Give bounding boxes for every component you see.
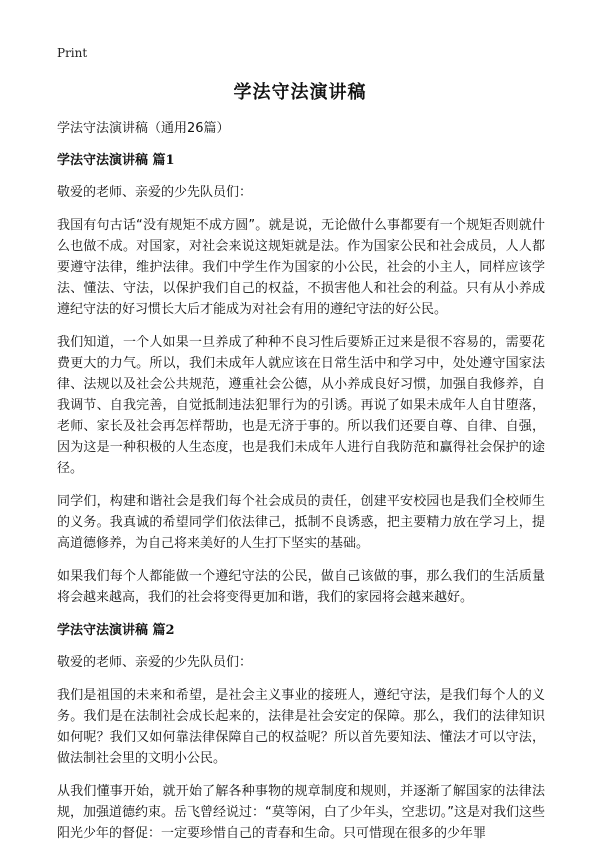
section-heading bbox=[57, 150, 545, 172]
paragraph: 从我们懂事开始，就开始了解各种事物的规章制度和规则，并逐渐了解国家的法律法规，加强道德约束。岳飞曾经说过：“莫等闲，白了少年头，空悲切。”这是对我们这些阳光少年的督促：一定要珍惜自己的青春和生命。只可惜现在很多的少年罪 bbox=[57, 784, 545, 841]
section-heading-text: 学法守法演讲稿 篇 bbox=[57, 623, 166, 638]
salutation: 敬爱的老师、亲爱的少先队员们： bbox=[57, 655, 253, 670]
paragraph: 我国有句古话“没有规矩不成方圆”。就是说，无论做什么事都要有一个规矩否则就什么也做不成。对国家，对社会来说这规矩就是法。作为国家公民和社会成员，人人都要遵守法律，维护法律。我们中学生作为国家的小公民，社会的小主人，同样应该学法、懂法、守法，以保护我们自己的权益，不损害他人和社会的利益。只有从小养成遵纪守法的好习惯长大后才能成为对社会有用的遵纪守法的好公民。 bbox=[57, 218, 545, 317]
section-2 bbox=[57, 620, 545, 844]
section-heading bbox=[57, 620, 545, 642]
paragraph: 我们是祖国的未来和希望，是社会主义事业的接班人，遵纪守法，是我们每个人的义务。我们是在法制社会成长起来的，法律是社会安定的保障。那么，我们的法律知识如何呢？我们又如何靠法律保障自己的权益呢？所以首先要知法、懂法才可以守法，做法制社会里的文明小公民。 bbox=[57, 688, 545, 766]
paragraph: 同学们，构建和谐社会是我们每个社会成员的责任，创建平安校园也是我们全校师生的义务。我真诚的希望同学们依法律己，抵制不良诱惑，把主要精力放在学习上，提高道德修养，为自己将来美好的人生打下坚实的基础。 bbox=[57, 494, 545, 551]
paragraph: 我们知道，一个人如果一旦养成了种种不良习性后要矫正过来是很不容易的，需要花费更大的力气。所以，我们未成年人就应该在日常生活中和学习中，处处遵守国家法律、法规以及社会公共规范，遵重社会公德，从小养成良好习惯，加强自我修养，自我调节、自我完善，自觉抵制违法犯罪行为的引诱。再说了如果未成年人自甘堕落，老师、家长及社会再怎样帮助，也是无济于事的。所以我们还要自尊、自律、自强，因为这是一种积极的人生态度，也是我们未成年人进行自我防范和赢得社会保护的途径。 bbox=[57, 335, 545, 476]
section-heading-number: 2 bbox=[165, 623, 175, 638]
document-subtitle: 学法守法演讲稿（通用26篇） bbox=[57, 121, 230, 136]
document-body bbox=[57, 118, 545, 856]
section-1 bbox=[57, 150, 545, 608]
section-heading-number: 1 bbox=[165, 153, 175, 168]
page-title: 学法守法演讲稿 bbox=[233, 82, 367, 103]
paragraph: 如果我们每个人都能做一个遵纪守法的公民，做自己该做的事，那么我们的生活质量将会越来越高，我们的社会将变得更加和谐，我们的家园将会越来越好。 bbox=[57, 569, 545, 605]
print-link[interactable]: Print bbox=[57, 46, 88, 60]
salutation: 敬爱的老师、亲爱的少先队员们： bbox=[57, 185, 253, 200]
section-heading-text: 学法守法演讲稿 篇 bbox=[57, 153, 166, 168]
